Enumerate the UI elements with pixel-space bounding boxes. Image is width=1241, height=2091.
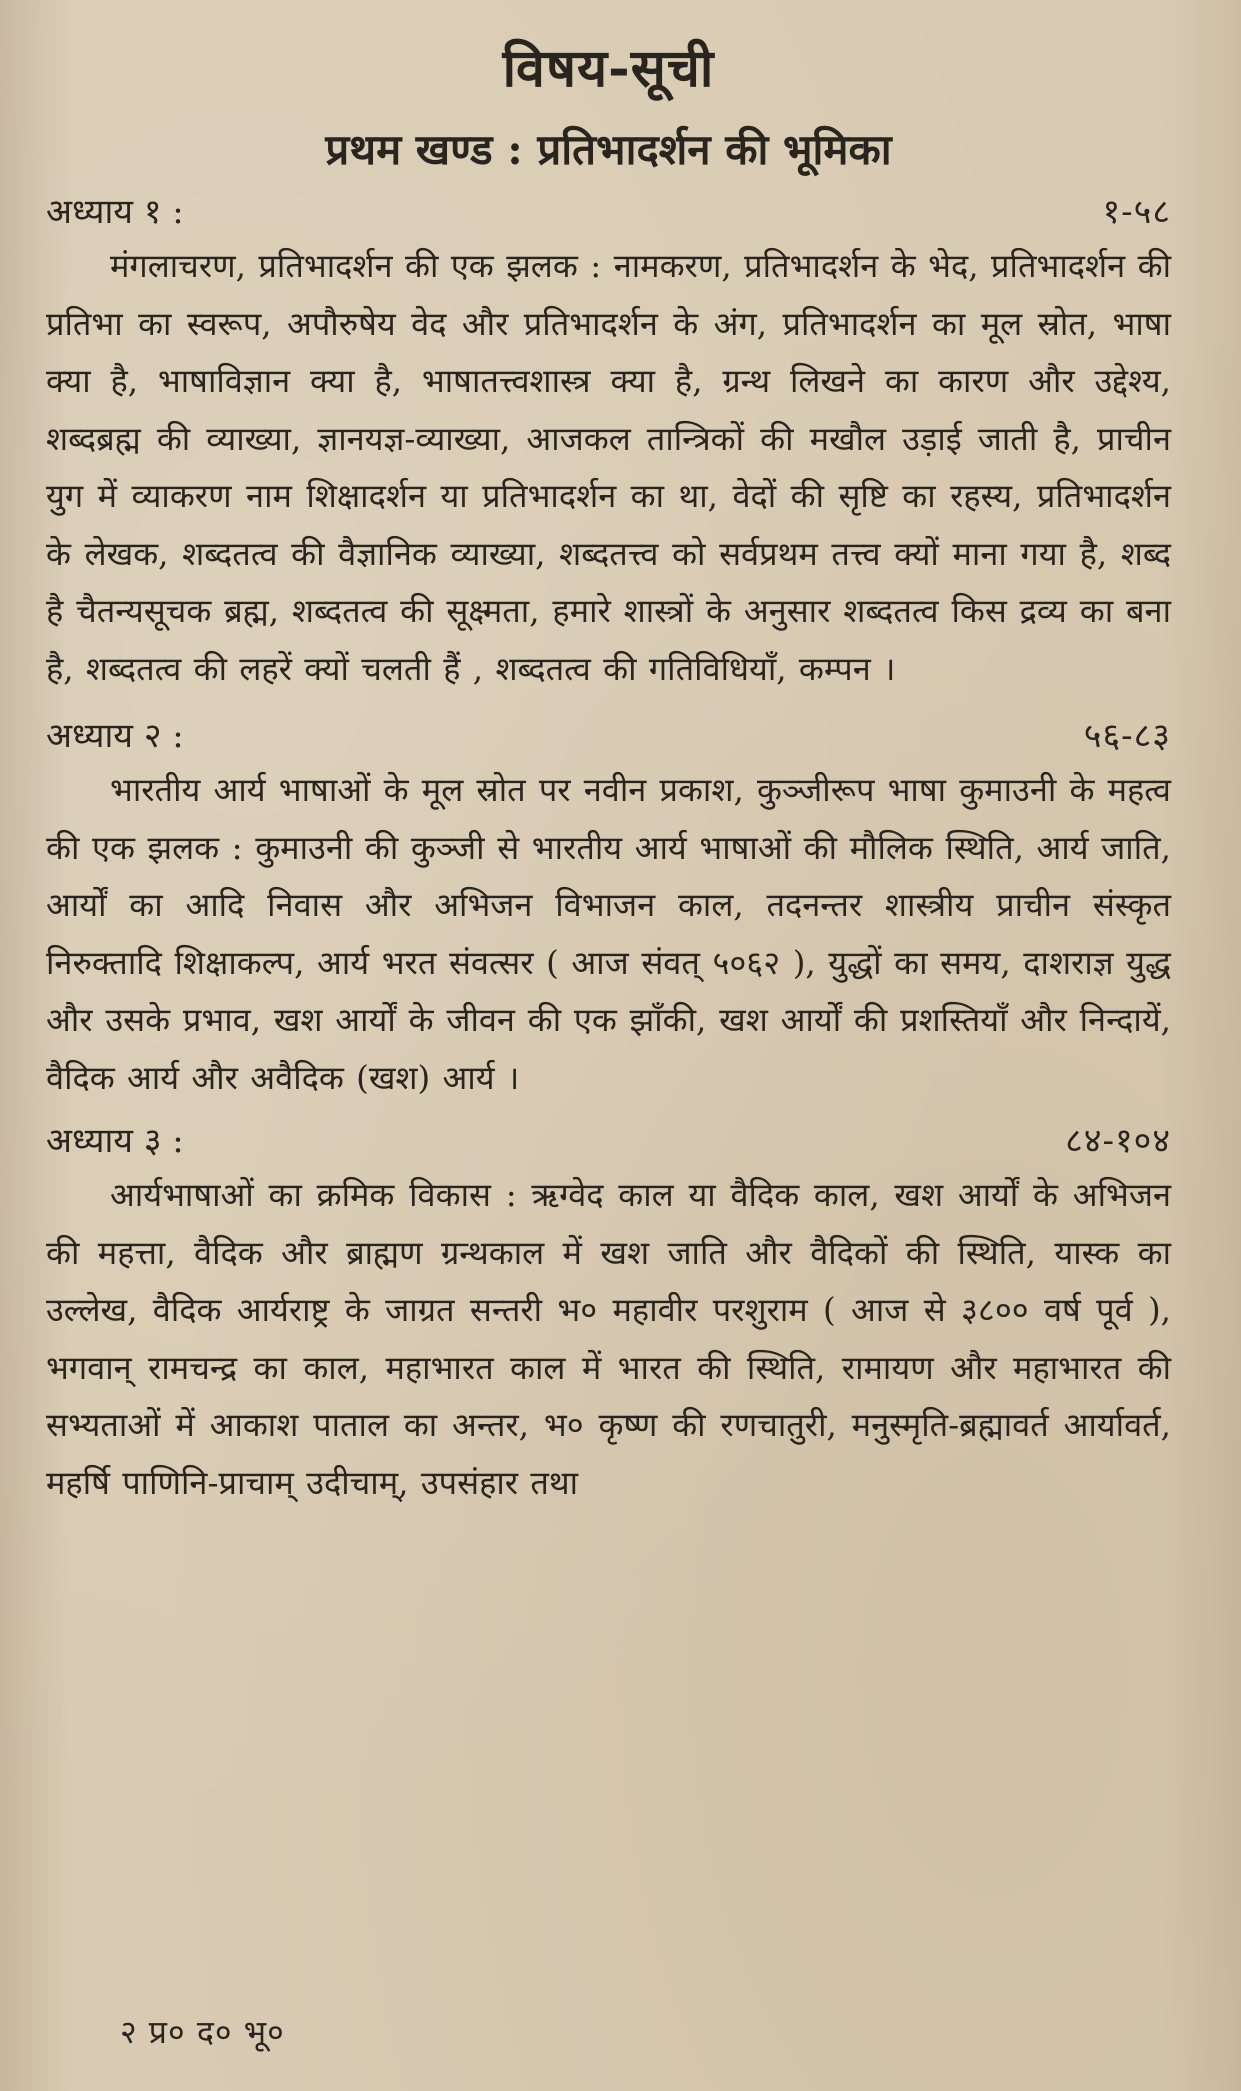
- page-title: विषय-सूची: [502, 38, 715, 99]
- chapter-heading-row: [46, 1117, 1171, 1165]
- chapter-heading: अध्याय २ :: [46, 716, 184, 756]
- chapter-heading-row: [46, 188, 1171, 236]
- chapter-contents: मंगलाचरण, प्रतिभादर्शन की एक झलक : नामकरण, प्रतिभादर्शन के भेद, प्रतिभादर्शन की प्रतिभा का स्वरूप, अपौरुषेय वेद और प्रतिभादर्शन के अंग, प्रतिभादर्शन का मूल स्रोत, भाषा क्या है, भाषाविज्ञान क्या है, भाषातत्त्वशास्त्र क्या है, ग्रन्थ लिखने का कारण और उद्देश्य, शब्दब्रह्म की व्याख्या, ज्ञानयज्ञ-व्याख्या, आजकल तान्त्रिकों की मखौल उड़ाई जाती है, प्राचीन युग में व्याकरण नाम शिक्षादर्शन या प्रतिभादर्शन का था, वेदों की सृष्टि का रहस्य, प्रतिभादर्शन के लेखक, शब्दतत्व की वैज्ञानिक व्याख्या, शब्दतत्त्व को सर्वप्रथम तत्त्व क्यों माना गया है, शब्द है चैतन्यसूचक ब्रह्म, शब्दतत्व की सूक्ष्मता, हमारे शास्त्रों के अनुसार शब्दतत्व किस द्रव्य का बना है, शब्दतत्व की लहरें क्यों चलती हैं , शब्दतत्व की गतिविधियाँ, कम्पन ।: [46, 247, 1171, 688]
- chapter-1: [46, 188, 1171, 698]
- chapter-heading: अध्याय ३ :: [46, 1121, 184, 1161]
- chapter-contents: भारतीय आर्य भाषाओं के मूल स्रोत पर नवीन प्रकाश, कुञ्जीरूप भाषा कुमाउनी के महत्व की एक झलक : कुमाउनी की कुञ्जी से भारतीय आर्य भाषाओं की मौलिक स्थिति, आर्य जाति, आर्यों का आदि निवास और अभिजन विभाजन काल, तदनन्तर शास्त्रीय प्राचीन संस्कृत निरुक्तादि शिक्षाकल्प, आर्य भरत संवत्सर ( आज संवत् ५०६२ ), युद्धों का समय, दाशराज्ञ युद्ध और उसके प्रभाव, खश आर्यों के जीवन की एक झाँकी, खश आर्यों की प्रशस्तियाँ और निन्दायें, वैदिक आर्य और अवैदिक (खश) आर्य ।: [46, 771, 1171, 1097]
- footer-signature: २ प्र० द० भू०: [120, 2013, 285, 2051]
- chapter-page-range: ५६-८३: [1083, 716, 1171, 756]
- chapter-page-range: ८४-१०४: [1065, 1121, 1171, 1161]
- section-subtitle: प्रथम खण्ड : प्रतिभादर्शन की भूमिका: [325, 125, 892, 174]
- chapter-heading-row: [46, 712, 1171, 760]
- chapter-heading: अध्याय १ :: [46, 192, 184, 232]
- chapter-contents: आर्यभाषाओं का क्रमिक विकास : ऋग्वेद काल या वैदिक काल, खश आर्यों के अभिजन की महत्ता, वैदिक और ब्राह्मण ग्रन्थकाल में खश जाति और वैदिकों की स्थिति, यास्क का उल्लेख, वैदिक आर्यराष्ट्र के जाग्रत सन्तरी भ० महावीर परशुराम ( आज से ३८०० वर्ष पूर्व ), भगवान् रामचन्द्र का काल, महाभारत काल में भारत की स्थिति, रामायण और महाभारत की सभ्यताओं में आकाश पाताल का अन्तर, भ० कृष्ण की रणचातुरी, मनुस्मृति-ब्रह्मावर्त आर्यावर्त, महर्षि पाणिनि-प्राचाम् उदीचाम्, उपसंहार तथा: [46, 1176, 1171, 1502]
- chapter-3: [46, 1117, 1171, 1512]
- chapter-page-range: १-५८: [1102, 192, 1171, 232]
- chapter-2: [46, 712, 1171, 1107]
